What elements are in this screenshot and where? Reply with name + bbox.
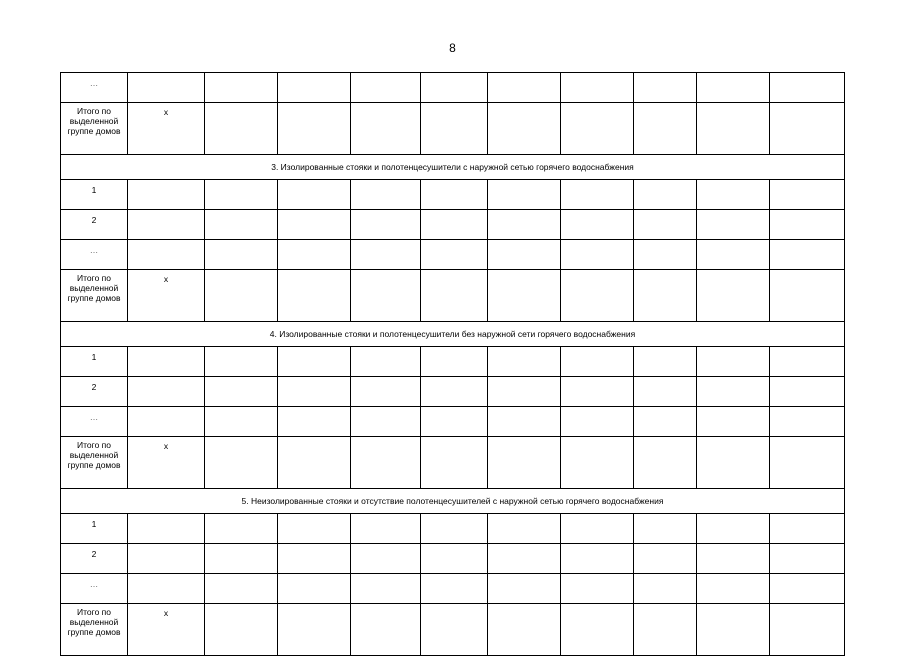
table-cell — [561, 604, 634, 656]
table-cell — [205, 437, 278, 489]
table-cell — [421, 347, 488, 377]
table-cell — [205, 180, 278, 210]
table-row — [61, 574, 845, 604]
table-cell — [770, 240, 845, 270]
table-row — [61, 544, 845, 574]
table-cell — [697, 514, 770, 544]
table-cell — [770, 604, 845, 656]
table-row — [61, 240, 845, 270]
table-cell — [488, 240, 561, 270]
table-cell — [697, 377, 770, 407]
table-cell — [128, 347, 205, 377]
table-cell — [128, 377, 205, 407]
section-header-row — [61, 155, 845, 180]
table-cell — [421, 180, 488, 210]
table-cell — [128, 73, 205, 103]
table-cell — [488, 407, 561, 437]
table-cell — [770, 377, 845, 407]
table-cell — [561, 437, 634, 489]
table-cell — [488, 514, 561, 544]
table-cell — [697, 347, 770, 377]
table-cell — [561, 210, 634, 240]
table-row — [61, 210, 845, 240]
table-cell — [697, 574, 770, 604]
table-cell — [205, 407, 278, 437]
table-cell — [128, 180, 205, 210]
table-row — [61, 347, 845, 377]
table-cell — [278, 103, 351, 155]
table-cell — [488, 377, 561, 407]
table-cell — [634, 604, 697, 656]
table-cell — [488, 270, 561, 322]
table-cell — [770, 437, 845, 489]
row-number-cell: 1 — [61, 514, 128, 544]
table-cell — [561, 407, 634, 437]
table-cell — [634, 180, 697, 210]
table-cell — [128, 574, 205, 604]
table-cell — [351, 73, 421, 103]
table-cell — [351, 604, 421, 656]
table-cell — [128, 407, 205, 437]
table-cell — [770, 544, 845, 574]
table-cell — [351, 210, 421, 240]
table-cell — [488, 73, 561, 103]
x-mark-cell: х — [128, 270, 205, 322]
table-cell — [205, 544, 278, 574]
table-cell — [351, 270, 421, 322]
x-mark-cell: х — [128, 437, 205, 489]
table-cell — [278, 270, 351, 322]
total-row — [61, 103, 845, 155]
table-cell — [278, 180, 351, 210]
table-cell — [351, 514, 421, 544]
table-cell — [770, 103, 845, 155]
x-mark-cell: х — [128, 103, 205, 155]
section-title: 5. Неизолированные стояки и отсутствие полотенцесушителей с наружной сетью горячего водоснабжения — [61, 489, 845, 514]
table-cell — [205, 514, 278, 544]
table-cell — [351, 347, 421, 377]
table-cell — [634, 514, 697, 544]
table-cell — [421, 73, 488, 103]
table-cell — [421, 103, 488, 155]
table-cell — [488, 180, 561, 210]
section-header-row — [61, 489, 845, 514]
table-cell — [421, 407, 488, 437]
x-mark-cell: х — [128, 604, 205, 656]
table-cell — [278, 73, 351, 103]
table-cell — [421, 270, 488, 322]
table-cell — [351, 544, 421, 574]
table-row — [61, 180, 845, 210]
table-cell — [278, 544, 351, 574]
table-cell — [128, 210, 205, 240]
row-number-cell: 2 — [61, 544, 128, 574]
table-cell — [351, 407, 421, 437]
table-cell — [697, 240, 770, 270]
table-cell — [488, 437, 561, 489]
table-cell — [634, 544, 697, 574]
row-number-cell: … — [61, 574, 128, 604]
table-cell — [278, 347, 351, 377]
total-label-cell: Итого по выделенной группе домов — [61, 103, 128, 155]
table-cell — [278, 240, 351, 270]
table-cell — [488, 574, 561, 604]
table-cell — [421, 377, 488, 407]
table-cell — [634, 73, 697, 103]
table-cell — [278, 210, 351, 240]
table-cell — [561, 240, 634, 270]
table-cell — [278, 437, 351, 489]
section-header-row — [61, 322, 845, 347]
table-cell — [770, 574, 845, 604]
table-cell — [488, 604, 561, 656]
table-cell — [421, 574, 488, 604]
table-cell — [697, 437, 770, 489]
table-cell — [488, 103, 561, 155]
table-cell — [278, 574, 351, 604]
table-cell — [128, 240, 205, 270]
table-cell — [561, 377, 634, 407]
table-cell — [697, 73, 770, 103]
table-cell — [351, 103, 421, 155]
row-number-cell: 1 — [61, 347, 128, 377]
table-cell — [351, 180, 421, 210]
table-cell — [697, 544, 770, 574]
table-cell — [205, 103, 278, 155]
table-cell — [205, 604, 278, 656]
table-cell — [561, 544, 634, 574]
table-cell — [278, 407, 351, 437]
table-row — [61, 377, 845, 407]
table-cell — [697, 103, 770, 155]
table-cell — [634, 270, 697, 322]
page-number: 8 — [449, 41, 456, 55]
total-label-cell: Итого по выделенной группе домов — [61, 604, 128, 656]
section-title: 3. Изолированные стояки и полотенцесушители с наружной сетью горячего водоснабжения — [61, 155, 845, 180]
table-cell — [351, 437, 421, 489]
section-title: 4. Изолированные стояки и полотенцесушители без наружной сети горячего водоснабжения — [61, 322, 845, 347]
table-row — [61, 407, 845, 437]
table-cell — [421, 604, 488, 656]
row-number-cell: 1 — [61, 180, 128, 210]
table-cell — [634, 347, 697, 377]
table-cell — [488, 347, 561, 377]
table-cell — [421, 514, 488, 544]
table-cell — [205, 270, 278, 322]
total-row — [61, 604, 845, 656]
table-cell — [421, 544, 488, 574]
table-cell — [770, 73, 845, 103]
table-cell — [561, 180, 634, 210]
table-row — [61, 514, 845, 544]
table-cell — [351, 240, 421, 270]
table-cell — [421, 437, 488, 489]
row-number-cell: … — [61, 407, 128, 437]
table-cell — [561, 73, 634, 103]
table-row — [61, 73, 845, 103]
table-cell — [697, 210, 770, 240]
data-table — [60, 72, 845, 656]
table-cell — [770, 270, 845, 322]
table-cell — [561, 574, 634, 604]
row-number-cell: 2 — [61, 210, 128, 240]
total-label-cell: Итого по выделенной группе домов — [61, 270, 128, 322]
table-cell — [697, 270, 770, 322]
table-cell — [634, 103, 697, 155]
table-cell — [770, 514, 845, 544]
table-cell — [488, 210, 561, 240]
row-number-cell: 2 — [61, 377, 128, 407]
table-cell — [770, 407, 845, 437]
table-cell — [697, 604, 770, 656]
table-cell — [697, 407, 770, 437]
table-cell — [278, 514, 351, 544]
table-cell — [634, 407, 697, 437]
table-cell — [278, 377, 351, 407]
total-label-cell: Итого по выделенной группе домов — [61, 437, 128, 489]
table-cell — [351, 574, 421, 604]
table-cell — [634, 377, 697, 407]
table-cell — [770, 210, 845, 240]
table-cell — [205, 574, 278, 604]
table-cell — [561, 270, 634, 322]
table-cell — [634, 210, 697, 240]
table-cell — [634, 240, 697, 270]
row-number-cell: … — [61, 73, 128, 103]
table-cell — [128, 544, 205, 574]
total-row — [61, 270, 845, 322]
table-cell — [561, 514, 634, 544]
table-cell — [205, 347, 278, 377]
table-cell — [634, 574, 697, 604]
table-cell — [634, 437, 697, 489]
row-number-cell: … — [61, 240, 128, 270]
table-cell — [205, 240, 278, 270]
table-body — [61, 73, 845, 656]
table-cell — [205, 73, 278, 103]
table-cell — [205, 210, 278, 240]
table-cell — [697, 180, 770, 210]
table-cell — [351, 377, 421, 407]
table-cell — [421, 240, 488, 270]
total-row — [61, 437, 845, 489]
table-cell — [770, 347, 845, 377]
table-cell — [561, 347, 634, 377]
table-cell — [421, 210, 488, 240]
table-cell — [561, 103, 634, 155]
table-cell — [488, 544, 561, 574]
table-cell — [205, 377, 278, 407]
table-cell — [278, 604, 351, 656]
table-cell — [128, 514, 205, 544]
table-cell — [770, 180, 845, 210]
